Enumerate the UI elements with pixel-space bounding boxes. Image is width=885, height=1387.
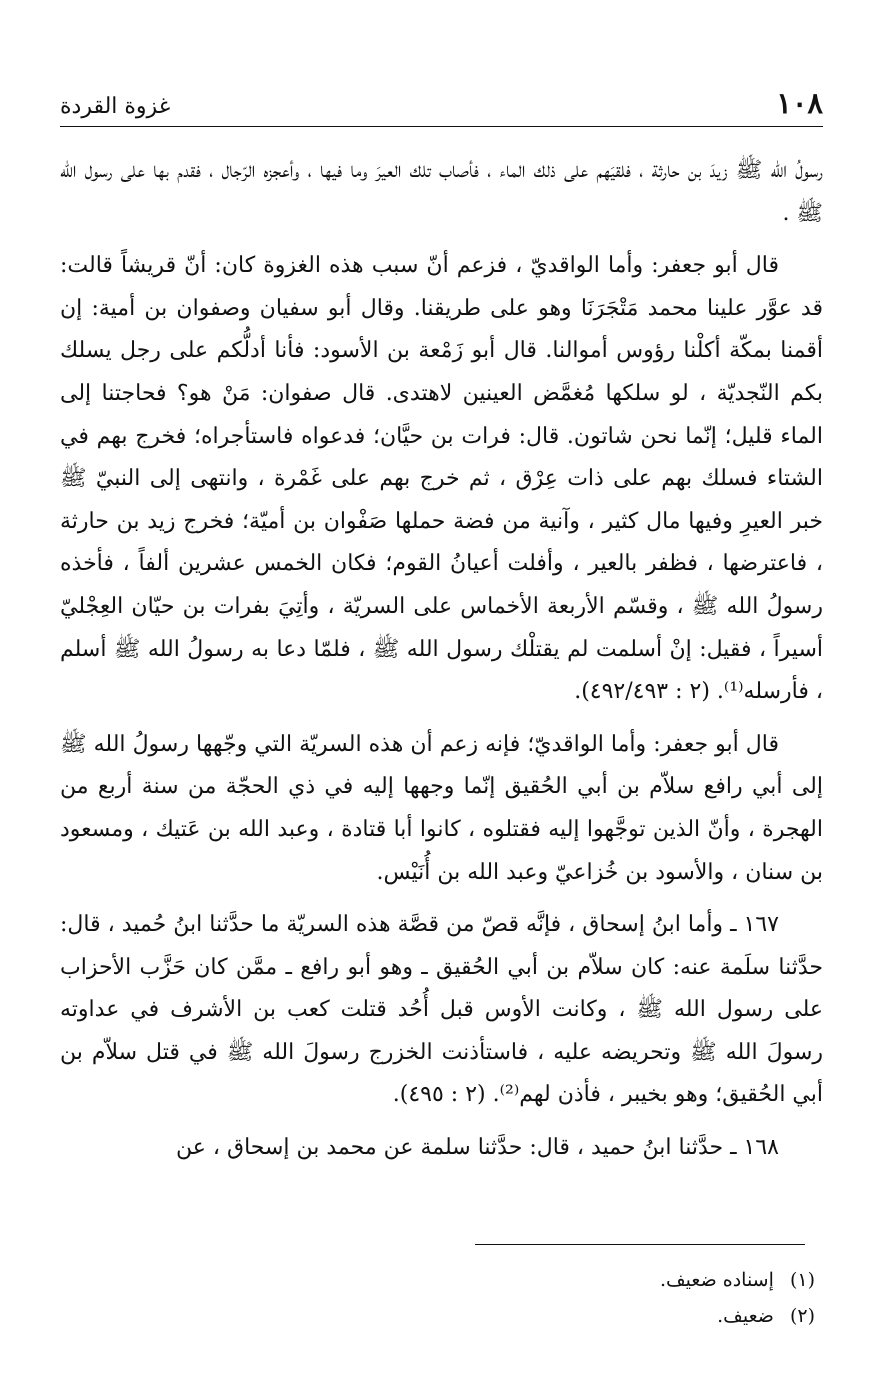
paragraph-gap — [60, 714, 823, 724]
page-number: ١٠٨ — [776, 86, 823, 120]
footnotes — [315, 1262, 815, 1334]
footnote-text: ضعيف. — [717, 1305, 774, 1327]
running-title: غزوة القردة — [60, 94, 171, 119]
paragraph-gap — [60, 235, 823, 245]
page-header — [60, 82, 823, 127]
footnote-1 — [315, 1262, 815, 1298]
footnote-number: (٢) — [789, 1305, 815, 1327]
footnote-2 — [315, 1298, 815, 1334]
paragraph-4: ١٦٧ ـ وأما ابنُ إسحاق ، فإنَّه قصّ من قصَّة هذه السريّة ما حدَّثنا ابنُ حُميد ، قال: حدَّثنا سلَمة عنه: كان سلاّم بن أبي الحُقيق ـ وهو أبو رافع ـ ممَّن كان حَزَّب الأحزاب على رسول الله ﷺ ، وكانت الأوس قبل أُحُد قتلت كعب بن الأشرف في عداوته رسولَ الله ﷺ وتحريضه عليه ، فاستأذنت الخزرج رسولَ الله ﷺ في قتل سلاّم بن أبي الحُقيق؛ وهو بخيبر ، فأذن لهم⁽²⁾. (٢ : ٤٩٥). — [60, 912, 823, 1108]
paragraph-5: ١٦٨ ـ حدَّثنا ابنُ حميد ، قال: حدَّثنا سلمة عن محمد بن إسحاق ، عن — [176, 1135, 779, 1161]
paragraph-gap — [60, 894, 823, 904]
paragraph-1: رسولُ الله ﷺ زيدَ بن حارثة ، فلقيَهم على ذلك الماء ، فأصاب تلك العيرَ وما فيها ، وأعجزه الرّجال ، فقدم بها على رسول الله ﷺ . — [60, 158, 823, 226]
paragraph-gap — [60, 1117, 823, 1127]
footnote-number: (١) — [789, 1269, 815, 1291]
paragraph-2: قال أبو جعفر: وأما الواقديّ ، فزعم أنّ سبب هذه الغزوة كان: أنّ قريشاً قالت: قد عوَّر علينا محمد مَتْجَرَنَا وهو على طريقنا. وقال أبو سفيان وصفوان بن أمية: إن أقمنا بمكّة أكلْنا رؤوس أموالنا. قال أبو زَمْعة بن الأسود: فأنا أدلُّكم على رجل يسلك بكم النّجديّة ، لو سلكها مُغمَّض العينين لاهتدى. قال صفوان: مَنْ هو؟ فحاجتنا إلى الماء قليل؛ إنّما نحن شاتون. قال: فرات بن حيَّان؛ فدعواه فاستأجراه؛ فخرج بهم في الشتاء فسلك بهم على ذات عِرْق ، ثم خرج بهم على غَمْرة ، وانتهى إلى النبيّ ﷺ خبر العيرِ وفيها مال كثير ، وآنية من فضة حملها صَفْوان بن أميّة؛ فخرج زيد بن حارثة ، فاعترضها ، فظفر بالعير ، وأفلت أعيانُ القوم؛ فكان الخمس عشرين ألفاً ، فأخذه رسولُ الله ﷺ ، وقسّم الأربعة الأخماس على السريّة ، وأتِيَ بفرات بن حيّان العِجْليّ أسيراً ، فقيل: إنْ أسلمت لم يقتلْك رسول الله ﷺ ، فلمّا دعا به رسولُ الله ﷺ أسلم ، فأرسله⁽¹⁾. (٢ : ٤٩٢/٤٩٣). — [60, 253, 823, 705]
main-text — [60, 150, 823, 1170]
footnote-text: إسناده ضعيف. — [659, 1269, 774, 1291]
paragraph-3: قال أبو جعفر: وأما الواقديّ؛ فإنه زعم أن هذه السريّة التي وجّهها رسولُ الله ﷺ إلى أبي رافع سلاّم بن أبي الحُقيق إنّما وجهها إليه في ذي الحجّة من سنة أربع من الهجرة ، وأنّ الذين توجَّهوا إليه فقتلوه ، كانوا أبا قتادة ، وعبد الله بن عَتيك ، ومسعود بن سنان ، والأسود بن خُزاعيّ وعبد الله بن أُنَيْس. — [60, 731, 823, 885]
footnote-separator — [475, 1244, 805, 1245]
